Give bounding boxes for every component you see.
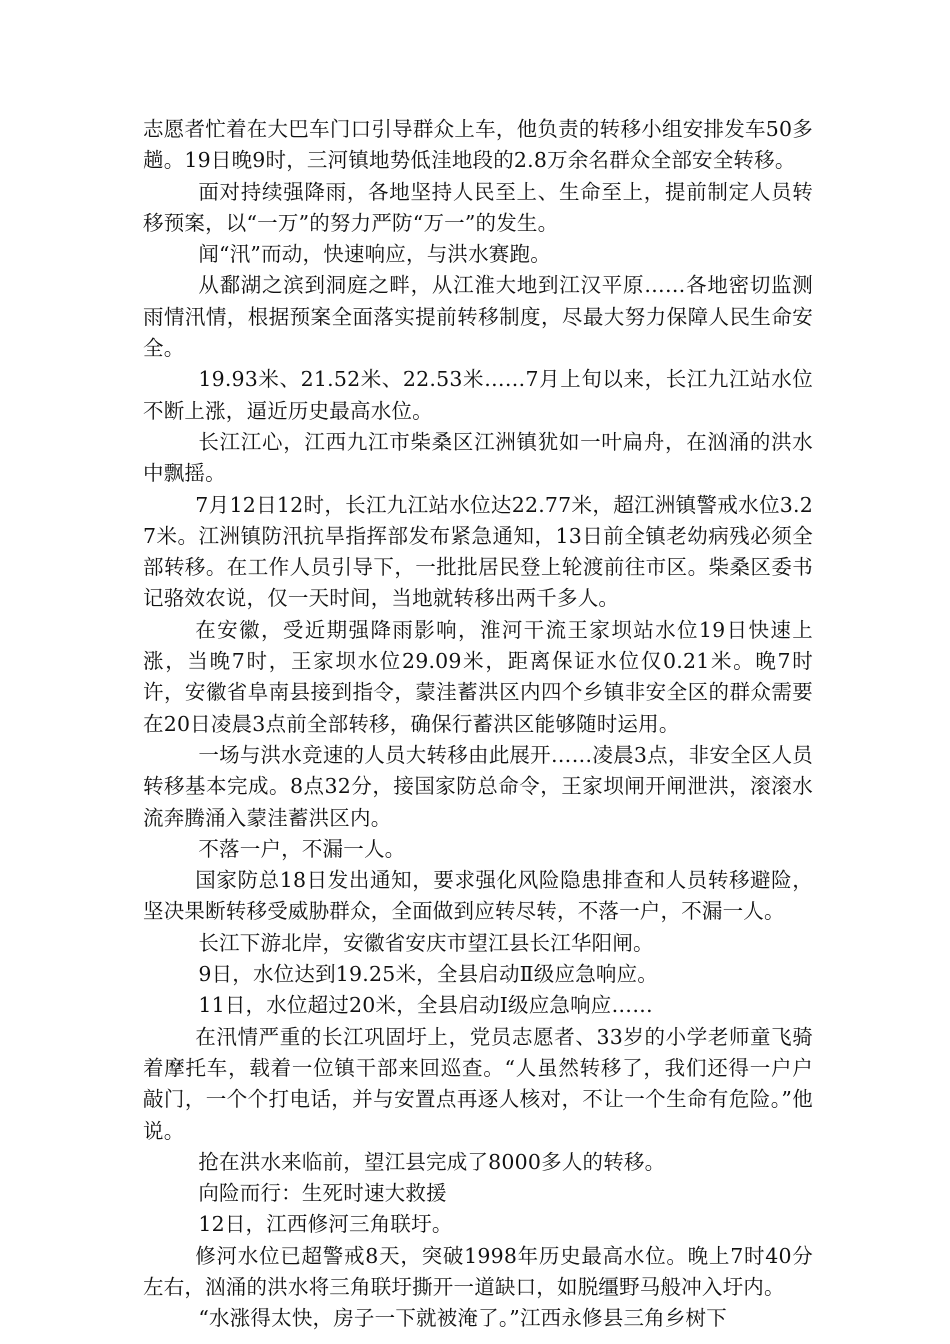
- paragraph-2: 面对持续强降雨，各地坚持人民至上、生命至上，提前制定人员转移预案，以“一万”的努力严防“万一”的发生。: [143, 179, 813, 235]
- article-body: [143, 114, 813, 1335]
- paragraph-14: 11日，水位超过20米，全县启动Ⅰ级应急响应……: [198, 993, 653, 1018]
- paragraph-18: 12日，江西修河三角联圩。: [198, 1212, 453, 1237]
- paragraph-6: 长江江心，江西九江市柴桑区江洲镇犹如一叶扁舟，在汹涌的洪水中飘摇。: [143, 429, 813, 486]
- paragraph-11: 国家防总18日发出通知，要求强化风险隐患排查和人员转移避险，坚决果断转移受威胁群众，全面做到应转尽转，不落一户，不漏一人。: [143, 868, 813, 924]
- paragraph-7: 7月12日12时，长江九江站水位达22.77米，超江洲镇警戒水位3.27米。江洲镇防汛抗旱指挥部发布紧急通知，13日前全镇老幼病残必须全部转移。在工作人员引导下，一批批居民登上轮渡前往市区。柴桑区委书记骆效农说，仅一天时间，当地就转移出两千多人。: [143, 492, 813, 611]
- paragraph-1: 志愿者忙着在大巴车门口引导群众上车，他负责的转移小组安排发车50多趟。19日晚9时，三河镇地势低洼地段的2.8万余名群众全部安全转移。: [143, 117, 813, 173]
- paragraph-8: 在安徽，受近期强降雨影响，淮河干流王家坝站水位19日快速上涨，当晚7时，王家坝水位29.09米，距离保证水位仅0.21米。晚7时许，安徽省阜南县接到指令，蒙洼蓄洪区内四个乡镇非安全区的群众需要在20日凌晨3点前全部转移，确保行蓄洪区能够随时运用。: [143, 617, 813, 736]
- paragraph-19: 修河水位已超警戒8天，突破1998年历史最高水位。晚上7时40分左右，汹涌的洪水将三角联圩撕开一道缺口，如脱缰野马般冲入圩内。: [143, 1243, 813, 1299]
- paragraph-17: 向险而行：生死时速大救援: [198, 1181, 447, 1206]
- paragraph-16: 抢在洪水来临前，望江县完成了8000多人的转移。: [198, 1149, 666, 1174]
- paragraph-5: 19.93米、21.52米、22.53米……7月上旬以来，长江九江站水位不断上涨，逼近历史最高水位。: [143, 367, 813, 423]
- paragraph-15: 在汛情严重的长江巩固圩上，党员志愿者、33岁的小学老师童飞骑着摩托车，载着一位镇干部来回巡查。“人虽然转移了，我们还得一户户敲门，一个个打电话，并与安置点再逐人核对，不让一个生命有危险。”他说。: [143, 1024, 813, 1143]
- paragraph-3: 闻“汛”而动，快速响应，与洪水赛跑。: [198, 242, 551, 267]
- paragraph-13: 9日，水位达到19.25米，全县启动Ⅱ级应急响应。: [198, 962, 659, 987]
- paragraph-10: 不落一户，不漏一人。: [198, 836, 406, 861]
- paragraph-12: 长江下游北岸，安徽省安庆市望江县长江华阳闸。: [198, 930, 654, 955]
- paragraph-4: 从鄱湖之滨到洞庭之畔，从江淮大地到江汉平原……各地密切监测雨情汛情，根据预案全面落实提前转移制度，尽最大努力保障人民生命安全。: [143, 273, 813, 361]
- paragraph-20: “水涨得太快，房子一下就被淹了。”江西永修县三角乡树下: [198, 1306, 727, 1331]
- paragraph-9: 一场与洪水竞速的人员大转移由此展开……凌晨3点，非安全区人员转移基本完成。8点32分，接国家防总命令，王家坝闸开闸泄洪，滚滚水流奔腾涌入蒙洼蓄洪区内。: [143, 742, 813, 830]
